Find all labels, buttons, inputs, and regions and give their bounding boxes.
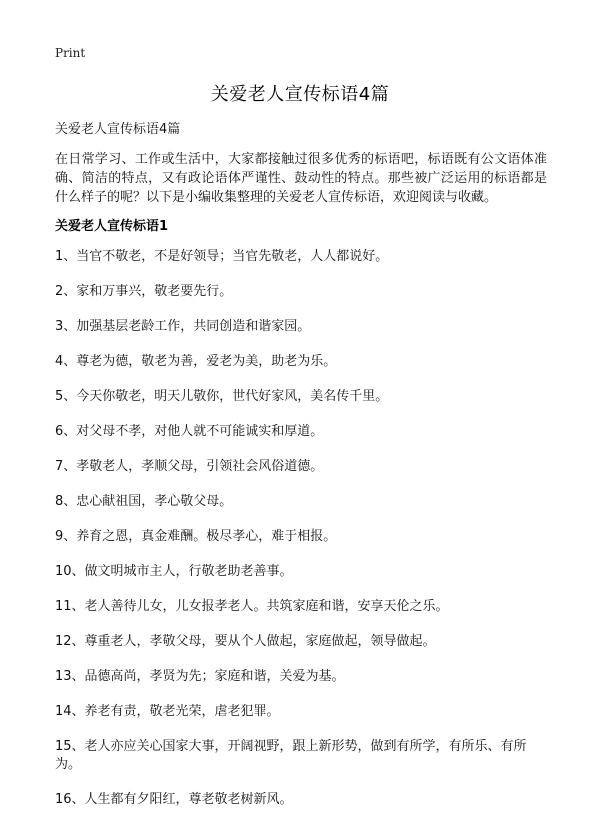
list-item: 16、人生都有夕阳红，尊老敬老树新风。	[55, 792, 293, 807]
list-item: 4、尊老为德，敬老为善，爱老为美，助老为乐。	[55, 354, 337, 369]
print-link[interactable]: Print	[55, 46, 86, 60]
slogan-list	[55, 248, 547, 826]
list-item: 10、做文明城市主人，行敬老助老善事。	[55, 564, 293, 579]
section-heading: 关爱老人宣传标语1	[55, 219, 169, 234]
list-item: 15、老人亦应关心国家大事，开阔视野，跟上新形势，做到有所学，有所乐、有所为。	[55, 739, 527, 772]
list-item: 5、今天你敬老，明天儿敬你，世代好家风，美名传千里。	[55, 389, 389, 404]
document-subtitle: 关爱老人宣传标语4篇	[55, 122, 181, 137]
page-title: 关爱老人宣传标语4篇	[210, 84, 390, 105]
list-item: 8、忠心献祖国，孝心敬父母。	[55, 494, 233, 509]
list-item: 7、孝敬老人，孝顺父母，引领社会风俗道德。	[55, 459, 324, 474]
list-item: 13、品德高尚，孝贤为先；家庭和谐，关爱为基。	[55, 669, 345, 684]
list-item: 11、老人善待儿女，儿女报孝老人。共筑家庭和谐，安享天伦之乐。	[55, 599, 449, 614]
list-item: 12、尊重老人，孝敬父母，要从个人做起，家庭做起，领导做起。	[55, 634, 436, 649]
list-item: 3、加强基层老龄工作，共同创造和谐家园。	[55, 319, 311, 334]
list-item: 1、当官不敬老，不是好领导；当官先敬老，人人都说好。	[55, 249, 389, 264]
list-item: 14、养老有责，敬老光荣，虐老犯罪。	[55, 704, 280, 719]
list-item: 9、养育之恩，真金难酬。极尽孝心，难于相报。	[55, 529, 337, 544]
list-item: 2、家和万事兴，敬老要先行。	[55, 284, 233, 299]
intro-paragraph: 在日常学习、工作或生活中，大家都接触过很多优秀的标语吧，标语既有公文语体准确、简洁的特点，又有政论语体严谨性、鼓动性的特点。那些被广泛运用的标语都是什么样子的呢？以下是小编收集整理的关爱老人宣传标语，欢迎阅读与收藏。	[55, 152, 547, 205]
list-item: 6、对父母不孝，对他人就不可能诚实和厚道。	[55, 424, 324, 439]
